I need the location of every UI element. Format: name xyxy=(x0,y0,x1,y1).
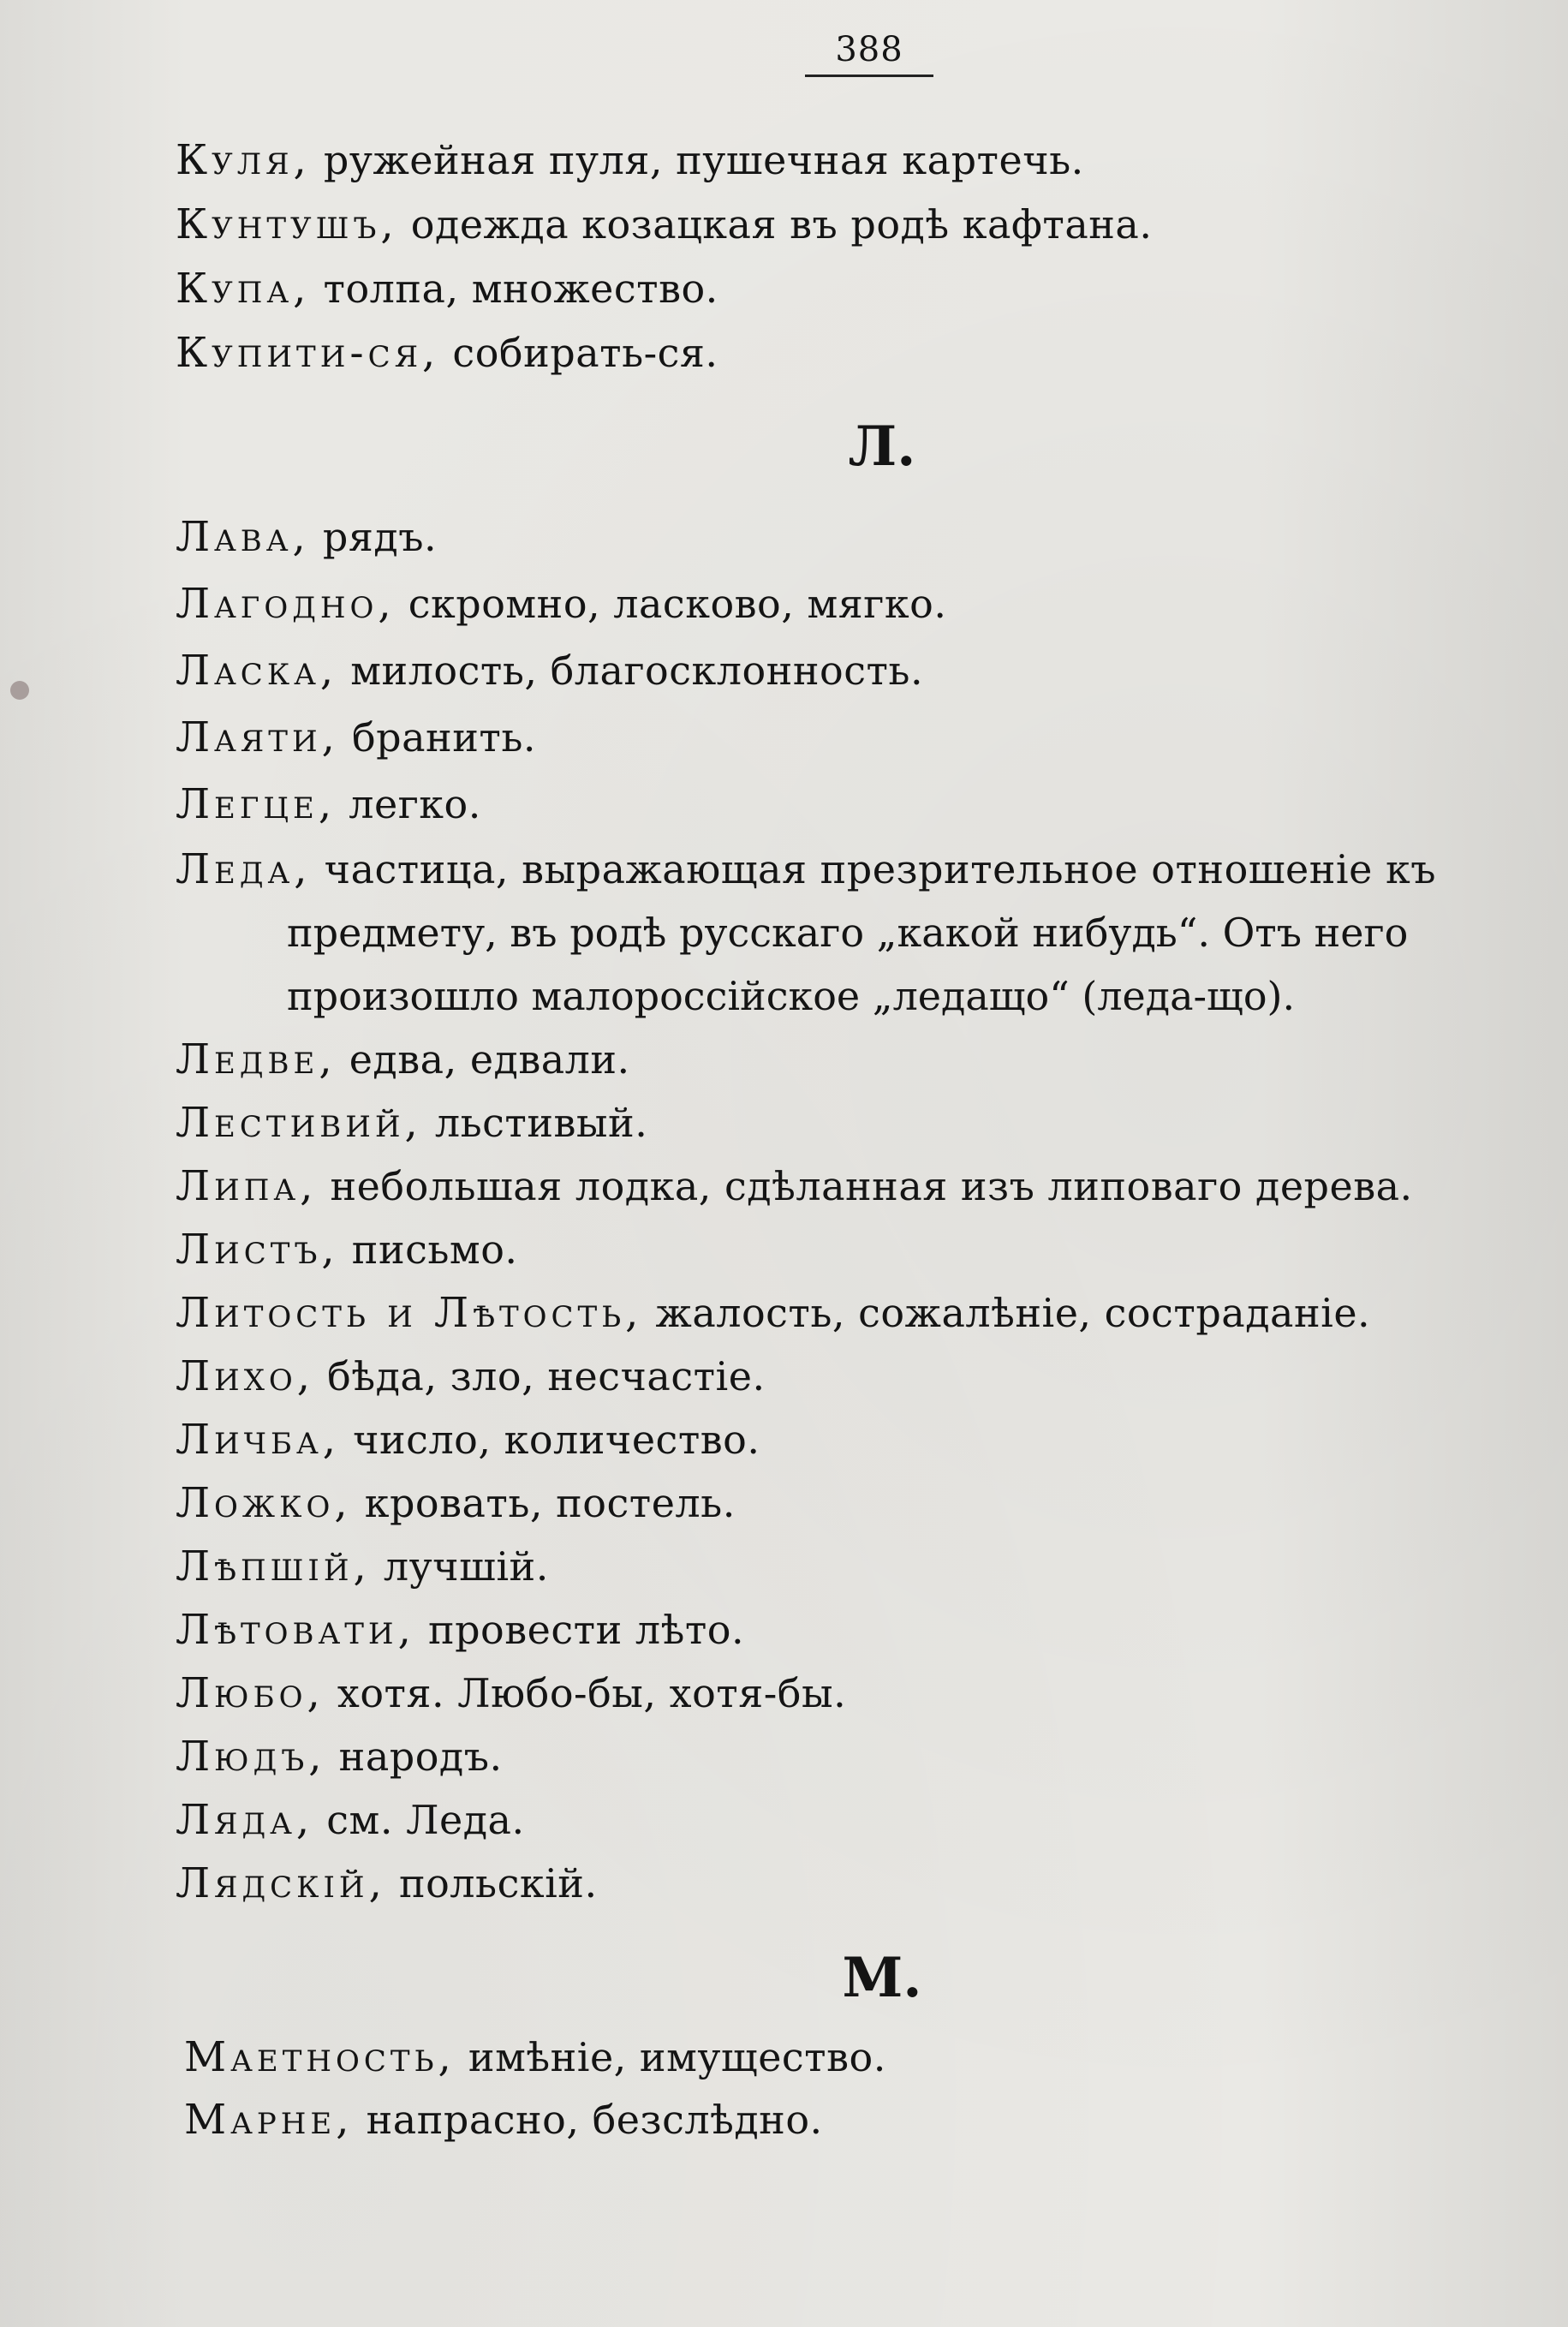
dictionary-entry xyxy=(176,1408,760,1471)
headword: Кунтушъ, xyxy=(176,200,398,248)
section-letter-l: Л. xyxy=(848,415,916,479)
definition: письмо. xyxy=(338,1226,518,1273)
definition: ружейная пуля, пушечная картечь. xyxy=(310,137,1084,183)
definition: бранить. xyxy=(338,714,536,761)
definition: рядъ. xyxy=(309,514,438,560)
entry-first-line xyxy=(176,838,1563,901)
dictionary-entry xyxy=(176,572,946,635)
definition: лучшiй. xyxy=(370,1543,549,1590)
dictionary-entry-multiline xyxy=(176,838,1563,1028)
dictionary-entry xyxy=(176,1471,736,1535)
definition: кровать, постель. xyxy=(351,1480,736,1526)
dictionary-entry xyxy=(176,1725,503,1788)
headword: Листъ, xyxy=(176,1226,339,1274)
dictionary-entry xyxy=(176,321,718,385)
dictionary-entry xyxy=(176,505,437,569)
headword: Легце, xyxy=(176,780,337,828)
dictionary-entry xyxy=(176,1155,1413,1218)
dictionary-entry xyxy=(176,1662,846,1725)
headword: Купити-ся, xyxy=(176,329,440,377)
headword: Ледве, xyxy=(176,1035,337,1083)
headword: Марне, xyxy=(184,2096,354,2144)
definition: хотя. Любо-бы, хотя-бы. xyxy=(324,1670,847,1716)
definition: льстивый. xyxy=(421,1100,648,1146)
definition: имѣнiе, имущество. xyxy=(455,2034,886,2080)
definition: небольшая лодка, сдѣланная изъ липоваго дерева. xyxy=(317,1163,1413,1209)
headword: Леда, xyxy=(176,845,312,893)
dictionary-entry xyxy=(176,1218,518,1281)
definition: народъ. xyxy=(325,1733,503,1780)
headword: Людъ, xyxy=(176,1733,326,1781)
page-number: 388 xyxy=(805,30,933,77)
dictionary-entry xyxy=(176,257,718,320)
entry-continuation-line: произошло малороссiйское „ледащо“ (леда-що). xyxy=(287,973,1296,1019)
dictionary-entry xyxy=(176,1091,647,1155)
dictionary-entry xyxy=(176,1345,766,1408)
definition: толпа, множество. xyxy=(310,266,718,312)
dictionary-entry xyxy=(176,1028,630,1091)
dictionary-entry xyxy=(176,1598,744,1662)
headword: Лестивий, xyxy=(176,1099,422,1147)
definition: скромно, ласково, мягко. xyxy=(395,581,947,627)
headword: Лава, xyxy=(176,513,310,561)
definition: число, количество. xyxy=(339,1417,760,1463)
dictionary-entry xyxy=(176,1281,1370,1345)
headword: Ласка, xyxy=(176,647,338,695)
definition: милость, благосклонность. xyxy=(337,647,924,694)
headword: Личба, xyxy=(176,1416,340,1464)
headword: Лагодно, xyxy=(176,580,396,628)
dictionary-entry xyxy=(176,1852,598,1915)
section-letter-m: М. xyxy=(842,1946,922,2010)
definition: см. Леда. xyxy=(313,1797,525,1843)
headword: Купа, xyxy=(176,265,311,313)
paper-stain xyxy=(10,681,29,700)
headword: Куля, xyxy=(176,136,311,184)
dictionary-entry xyxy=(176,1535,549,1598)
definition: польскiй. xyxy=(385,1860,598,1906)
dictionary-entry xyxy=(176,1788,525,1852)
dictionary-entry xyxy=(176,128,1084,192)
definition: легко. xyxy=(336,781,481,827)
definition: частица, выражающая презрительное отношенiе къ xyxy=(311,846,1436,892)
definition: провести лѣто. xyxy=(414,1607,745,1653)
headword: Любо, xyxy=(176,1669,325,1717)
definition: бѣда, зло, несчастiе. xyxy=(314,1353,766,1399)
entry-continuation-line: предмету, въ родѣ русскаго „какой нибудь“. Отъ него xyxy=(287,910,1409,956)
dictionary-entry xyxy=(176,706,536,769)
definition: собирать-ся. xyxy=(439,330,718,376)
headword: Литость и Лѣтость, xyxy=(176,1289,643,1337)
headword: Липа, xyxy=(176,1162,318,1210)
headword: Лѣпшiй, xyxy=(176,1542,371,1590)
dictionary-entry xyxy=(176,773,481,836)
dictionary-entry xyxy=(176,193,1152,256)
definition: жалость, сожалѣнiе, состраданiе. xyxy=(642,1290,1371,1336)
definition: едва, едвали. xyxy=(336,1036,630,1083)
dictionary-entry xyxy=(176,639,923,702)
headword: Лихо, xyxy=(176,1352,315,1400)
headword: Лѣтовати, xyxy=(176,1606,415,1654)
dictionary-entry xyxy=(184,2088,823,2151)
headword: Маетность, xyxy=(184,2033,456,2081)
dictionary-entry xyxy=(184,2026,886,2089)
headword: Ляда, xyxy=(176,1796,314,1844)
headword: Ложко, xyxy=(176,1479,352,1527)
definition: одежда козацкая въ родѣ кафтана. xyxy=(397,201,1153,248)
headword: Лядскiй, xyxy=(176,1859,386,1907)
headword: Лаяти, xyxy=(176,713,339,761)
definition: напрасно, безслѣдно. xyxy=(353,2097,823,2143)
